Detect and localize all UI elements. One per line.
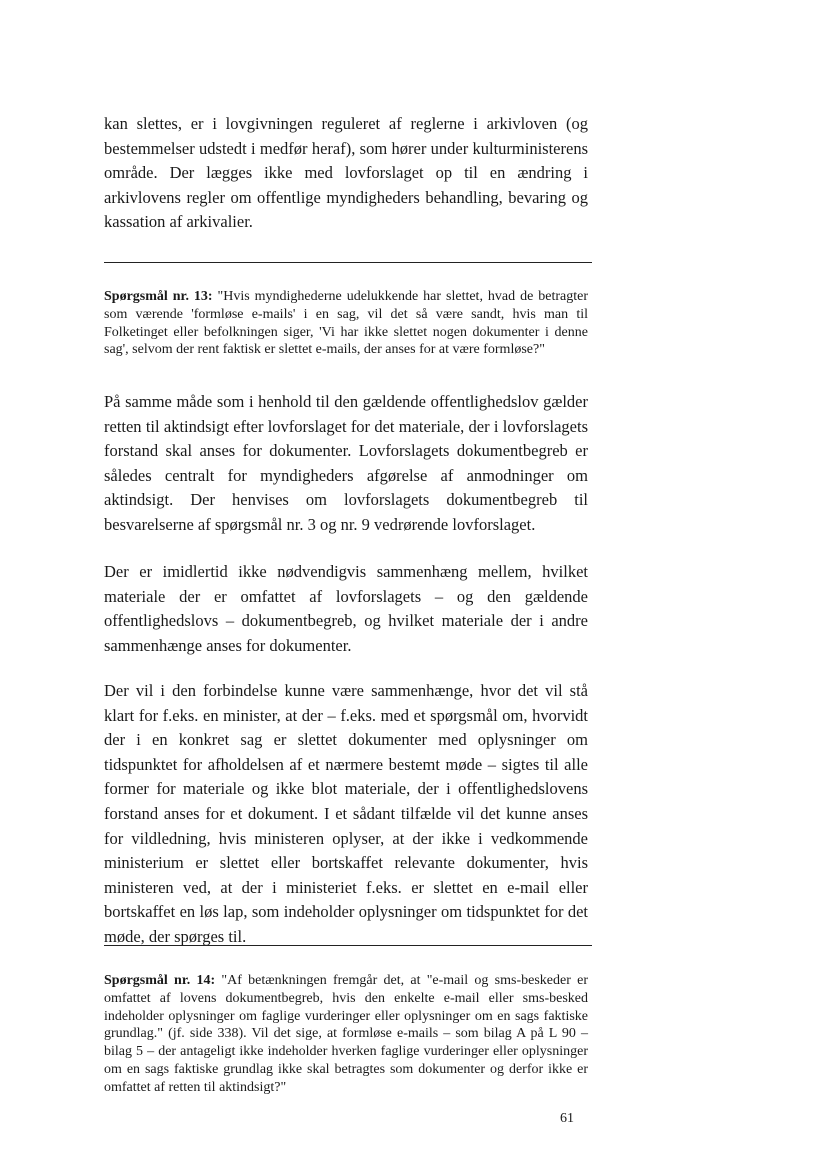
question-14-label: Spørgsmål nr. 14: — [104, 973, 216, 988]
separator-rule — [104, 945, 592, 946]
paragraph-misleading: Der vil i den forbindelse kunne være sammenhænge, hvor det vil stå klart for f.eks. en minister, at der – f.eks. med et spørgsmål om, hvorvidt der i en konkret sag er slettet dokumenter med oplysninger om tidspunktet for afholdelsen af et nærmere bestemt møde – sigtes til alle former for materiale og ikke blot materiale, der i offentlighedslovens forstand anses for et dokument. I et sådant tilfælde vil det kunne anses for vildledning, hvis ministeren oplyser, at der ikke i vedkommende ministerium er slettet eller bortskaffet relevante dokumenter, hvis ministeren ved, at der i ministeriet f.eks. er slettet en e-mail eller bortskaffet en løs lap, som indeholder oplysninger om tidspunktet for det møde, der spørges til. — [104, 681, 588, 946]
question-13-label: Spørgsmål nr. 13: — [104, 289, 213, 304]
page-number: 61 — [560, 1111, 574, 1126]
question-14-text: "Af betænkningen fremgår det, at "e-mail og sms-beskeder er omfattet af lovens dokumentbegreb, hvis den enkelte e-mail eller sms-besked indeholder oplysninger om faglige vurderinger eller oplysninger om en sags faktiske grundlag." (jf. side 338). Vil det sige, at formløse e-mails – som bilag A på L 90 – bilag 5 – der antageligt ikke indeholder hverken faglige vurderinger eller oplysninger om en sags faktiske grundlag ikke skal betragtes som dokumenter og derfor ikke er omfattet af retten til aktindsigt?" — [104, 973, 589, 1095]
question-13 — [104, 288, 588, 359]
paragraph-no-necessary-connection: Der er imidlertid ikke nødvendigvis sammenhæng mellem, hvilket materiale der er omfattet af lovforslagets – og den gældende offentlighedslovs – dokumentbegreb, og hvilket materiale der i andre sammenhænge anses for dokumenter. — [104, 562, 588, 655]
question-13-text: "Hvis myndighederne udelukkende har slettet, hvad de betragter som værende 'formløse e-mails' i en sag, vil det så være sandt, hvis man til Folketinget eller befolkningen siger, 'Vi har ikke slettet nogen dokumenter i denne sag', selvom der rent faktisk er slettet e-mails, der anses for at være formløse?" — [104, 289, 588, 358]
question-14 — [104, 972, 588, 1097]
separator-rule — [104, 262, 592, 263]
paragraph-archive-law: kan slettes, er i lovgivningen reguleret af reglerne i arkivloven (og bestemmelser udstedt i medfør heraf), som hører under kulturministerens område. Der lægges ikke med lovforslaget op til en ændring i arkivlovens regler om offentlige myndigheders behandling, bevaring og kassation af arkivalier. — [104, 114, 588, 232]
paragraph-document-concept: På samme måde som i henhold til den gældende offentlighedslov gælder retten til aktindsigt efter lovforslaget for det materiale, der i lovforslagets forstand skal anses for dokumenter. Lovforslagets dokumentbegreb er således centralt for myndigheders afgørelse af anmodninger om aktindsigt. Der henvises om lovforslagets dokumentbegreb til besvarelserne af spørgsmål nr. 3 og nr. 9 vedrørende lovforslaget. — [104, 392, 588, 534]
